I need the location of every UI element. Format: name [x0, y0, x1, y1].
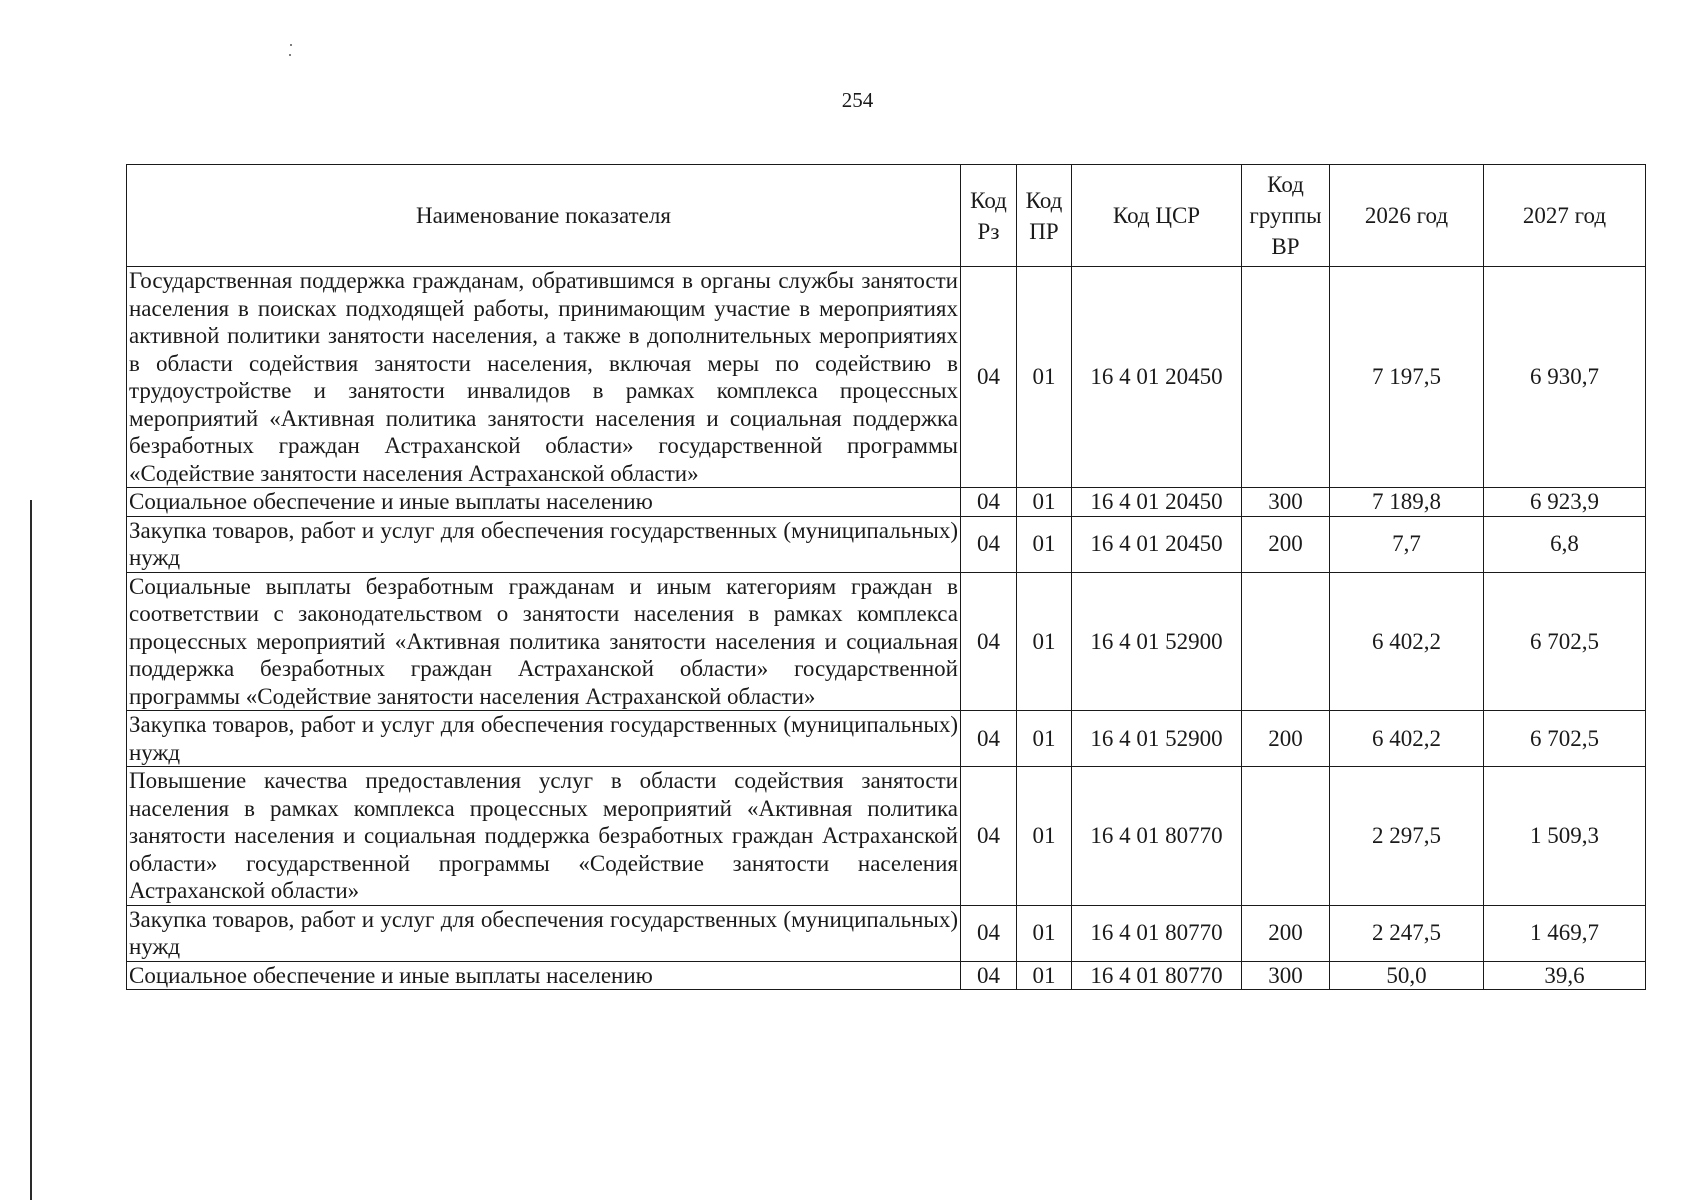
cell-rz: 04 — [961, 961, 1017, 990]
cell-vr — [1242, 572, 1330, 711]
cell-csr: 16 4 01 52900 — [1072, 711, 1242, 767]
cell-csr: 16 4 01 80770 — [1072, 905, 1242, 961]
cell-csr: 16 4 01 80770 — [1072, 961, 1242, 990]
header-2026: 2026 год — [1330, 165, 1484, 267]
cell-name: Социальные выплаты безработным гражданам и иным категориям граждан в соответствии с законодательством о занятости населения в рамках комплекса процессных мероприятий «Активная политика занятости населения и социальная поддержка безработных граждан Астраханской области» государственной программы «Содействие занятости населения Астраханской области» — [127, 572, 961, 711]
cell-2027: 39,6 — [1484, 961, 1646, 990]
cell-csr: 16 4 01 20450 — [1072, 516, 1242, 572]
cell-pr: 01 — [1017, 516, 1072, 572]
cell-2026: 6 402,2 — [1330, 572, 1484, 711]
cell-pr: 01 — [1017, 961, 1072, 990]
cell-rz: 04 — [961, 711, 1017, 767]
cell-2026: 2 247,5 — [1330, 905, 1484, 961]
cell-2027: 6,8 — [1484, 516, 1646, 572]
header-vr: Код группы ВР — [1242, 165, 1330, 267]
cell-csr: 16 4 01 80770 — [1072, 767, 1242, 906]
cell-rz: 04 — [961, 488, 1017, 517]
cell-pr: 01 — [1017, 267, 1072, 488]
binding-edge-line — [30, 500, 32, 1200]
cell-name: Социальное обеспечение и иные выплаты населению — [127, 961, 961, 990]
header-rz: Код Рз — [961, 165, 1017, 267]
cell-csr: 16 4 01 52900 — [1072, 572, 1242, 711]
cell-rz: 04 — [961, 267, 1017, 488]
header-pr: Код ПР — [1017, 165, 1072, 267]
cell-2027: 1 469,7 — [1484, 905, 1646, 961]
cell-vr: 200 — [1242, 516, 1330, 572]
table-row — [127, 488, 1646, 517]
cell-2026: 7 189,8 — [1330, 488, 1484, 517]
cell-2027: 1 509,3 — [1484, 767, 1646, 906]
scan-speck — [290, 44, 292, 46]
cell-name: Закупка товаров, работ и услуг для обеспечения государственных (муниципальных) нужд — [127, 516, 961, 572]
cell-name: Повышение качества предоставления услуг в области содействия занятости населения в рамках комплекса процессных мероприятий «Активная политика занятости населения и социальная поддержка безработных граждан Астраханской области» государственной программы «Содействие занятости населения Астраханской области» — [127, 767, 961, 906]
cell-2026: 50,0 — [1330, 961, 1484, 990]
table-header-row — [127, 165, 1646, 267]
cell-2026: 7,7 — [1330, 516, 1484, 572]
cell-vr — [1242, 767, 1330, 906]
cell-2027: 6 923,9 — [1484, 488, 1646, 517]
header-csr: Код ЦСР — [1072, 165, 1242, 267]
table-row — [127, 267, 1646, 488]
cell-2026: 6 402,2 — [1330, 711, 1484, 767]
budget-table — [126, 164, 1646, 990]
table-row — [127, 516, 1646, 572]
cell-pr: 01 — [1017, 572, 1072, 711]
page-number: 254 — [841, 88, 874, 112]
cell-vr: 300 — [1242, 961, 1330, 990]
cell-2027: 6 702,5 — [1484, 572, 1646, 711]
cell-rz: 04 — [961, 767, 1017, 906]
cell-2026: 7 197,5 — [1330, 267, 1484, 488]
cell-name: Социальное обеспечение и иные выплаты населению — [127, 488, 961, 517]
cell-vr — [1242, 267, 1330, 488]
cell-vr: 300 — [1242, 488, 1330, 517]
cell-vr: 200 — [1242, 711, 1330, 767]
cell-pr: 01 — [1017, 711, 1072, 767]
cell-csr: 16 4 01 20450 — [1072, 267, 1242, 488]
cell-rz: 04 — [961, 516, 1017, 572]
cell-pr: 01 — [1017, 905, 1072, 961]
table-row — [127, 905, 1646, 961]
table-row — [127, 961, 1646, 990]
cell-2027: 6 930,7 — [1484, 267, 1646, 488]
header-name: Наименование показателя — [127, 165, 961, 267]
scan-speck — [289, 54, 291, 56]
cell-rz: 04 — [961, 905, 1017, 961]
table-row — [127, 572, 1646, 711]
table-row — [127, 711, 1646, 767]
cell-name: Закупка товаров, работ и услуг для обеспечения государственных (муниципальных) нужд — [127, 905, 961, 961]
cell-name: Закупка товаров, работ и услуг для обеспечения государственных (муниципальных) нужд — [127, 711, 961, 767]
cell-pr: 01 — [1017, 488, 1072, 517]
cell-2026: 2 297,5 — [1330, 767, 1484, 906]
table-row — [127, 767, 1646, 906]
header-2027: 2027 год — [1484, 165, 1646, 267]
cell-csr: 16 4 01 20450 — [1072, 488, 1242, 517]
cell-pr: 01 — [1017, 767, 1072, 906]
cell-vr: 200 — [1242, 905, 1330, 961]
cell-name: Государственная поддержка гражданам, обратившимся в органы службы занятости населения в поисках подходящей работы, принимающим участие в мероприятиях активной политики занятости населения, а также в дополнительных мероприятиях в области содействия занятости населения, включая меры по содействию в трудоустройстве и занятости инвалидов в рамках комплекса процессных мероприятий «Активная политика занятости населения и социальная поддержка безработных граждан Астраханской области» государственной программы «Содействие занятости населения Астраханской области» — [127, 267, 961, 488]
cell-2027: 6 702,5 — [1484, 711, 1646, 767]
cell-rz: 04 — [961, 572, 1017, 711]
